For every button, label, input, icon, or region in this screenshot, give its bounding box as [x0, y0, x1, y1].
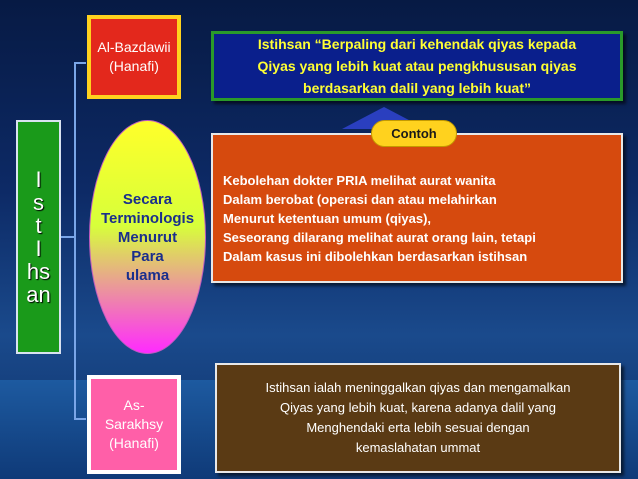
example-line: Menurut ketentuan umum (qiyas), [223, 210, 432, 226]
main-term-letter: an [26, 282, 51, 307]
definition-top-line: Qiyas yang lebih kuat atau pengkhususan qiyas [257, 58, 577, 74]
main-term-letter: hs [26, 259, 51, 284]
example-line: Dalam berobat (operasi dan atau melahirkan [223, 191, 497, 207]
main-term-letter: t [35, 213, 42, 238]
main-term-letter: I [35, 167, 42, 192]
definition-bottom-line: Menghendaki erta lebih sesuai dengan [306, 420, 530, 435]
source-top-school: (Hanafi) [109, 58, 159, 74]
source-bottom-line: Sarakhsy [104, 416, 164, 432]
connector-bottom-horizontal [74, 418, 86, 420]
definition-bottom-line: Qiyas yang lebih kuat, karena adanya dalil yang [279, 400, 557, 415]
source-top-box [87, 15, 181, 99]
example-box [211, 133, 623, 283]
example-line: Seseorang dilarang melihat aurat orang lain, tetapi [223, 229, 536, 245]
connector-vertical [74, 62, 76, 420]
terminology-ellipse [89, 120, 206, 354]
definition-top-line: Istihsan “Berpaling dari kehendak qiyas kepada [257, 36, 577, 52]
connector-main [61, 236, 75, 238]
source-bottom-line: As- [123, 397, 145, 413]
definition-bottom-line: kemaslahatan ummat [355, 440, 481, 455]
example-line: Kebolehan dokter PRIA melihat aurat wanita [223, 172, 496, 188]
definition-bottom-box [215, 363, 621, 473]
ellipse-line: Secara [122, 190, 173, 208]
source-top-name: Al-Bazdawii [97, 39, 171, 55]
source-bottom-box [87, 375, 181, 474]
main-term-letter: s [33, 190, 44, 215]
definition-top-box [211, 31, 623, 101]
ellipse-line: Menurut [117, 228, 178, 246]
connector-top-horizontal [74, 62, 86, 64]
example-line: Dalam kasus ini dibolehkan berdasarkan istihsan [223, 248, 528, 264]
main-term-letter: I [35, 236, 42, 261]
ellipse-line: Para [131, 247, 164, 265]
contoh-badge: Contoh [371, 120, 457, 147]
main-term-box [16, 120, 61, 354]
ellipse-line: ulama [125, 266, 170, 284]
source-bottom-line: (Hanafi) [109, 435, 159, 451]
definition-bottom-line: Istihsan ialah meninggalkan qiyas dan mengamalkan [265, 380, 571, 395]
definition-top-line: berdasarkan dalil yang lebih kuat” [303, 80, 531, 96]
ellipse-line: Terminologis [100, 209, 195, 227]
